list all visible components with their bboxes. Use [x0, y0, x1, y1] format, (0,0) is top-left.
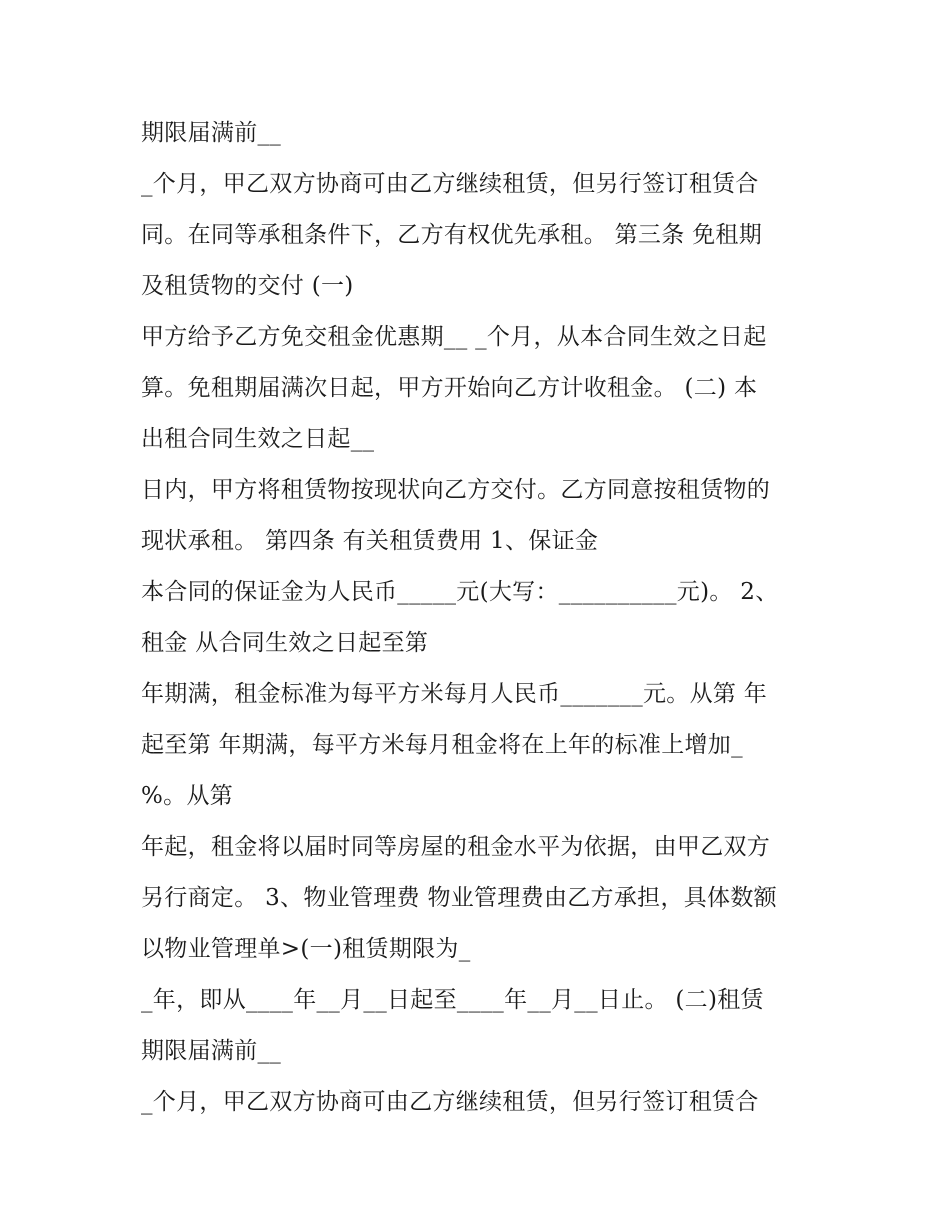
text-line: 现状承租。 第四条 有关租赁费用 1、保证金 [141, 528, 599, 554]
text-line: 甲方给予乙方免交租金优惠期__ _个月，从本合同生效之日起 [141, 324, 767, 350]
text-line: 同。在同等承租条件下，乙方有权优先承租。 第三条 免租期 [141, 222, 763, 248]
text-line: 期限届满前__ [141, 120, 282, 146]
text-line: 租金 从合同生效之日起至第 [141, 630, 429, 656]
text-line: _个月，甲乙双方协商可由乙方继续租赁，但另行签订租赁合 [141, 1089, 759, 1115]
text-line: _个月，甲乙双方协商可由乙方继续租赁，但另行签订租赁合 [141, 171, 759, 197]
text-line: _年，即从____年__月__日起至____年__月__日止。 (二)租赁 [141, 987, 764, 1013]
text-line: 出租合同生效之日起__ [141, 426, 375, 452]
contract-text [141, 108, 821, 1128]
text-line: %。从第 [141, 783, 234, 809]
text-line: 年期满，租金标准为每平方米每月人民币_______元。从第 年 [141, 681, 768, 707]
text-line: 以物业管理单>(一)租赁期限为_ [141, 936, 471, 962]
text-line: 起至第 年期满，每平方米每月租金将在上年的标准上增加_ [141, 732, 743, 758]
text-line: 年起，租金将以届时同等房屋的租金水平为依据，由甲乙双方 [141, 834, 771, 860]
text-line: 日内，甲方将租赁物按现状向乙方交付。乙方同意按租赁物的 [141, 477, 771, 503]
text-line: 另行商定。 3、物业管理费 物业管理费由乙方承担，具体数额 [141, 885, 777, 911]
text-line: 及租赁物的交付 (一) [141, 273, 354, 299]
text-line: 本合同的保证金为人民币_____元(大写：__________元)。 2、 [141, 579, 779, 605]
text-line: 期限届满前__ [141, 1038, 282, 1064]
text-line: 算。免租期届满次日起，甲方开始向乙方计收租金。 (二) 本 [141, 375, 758, 401]
